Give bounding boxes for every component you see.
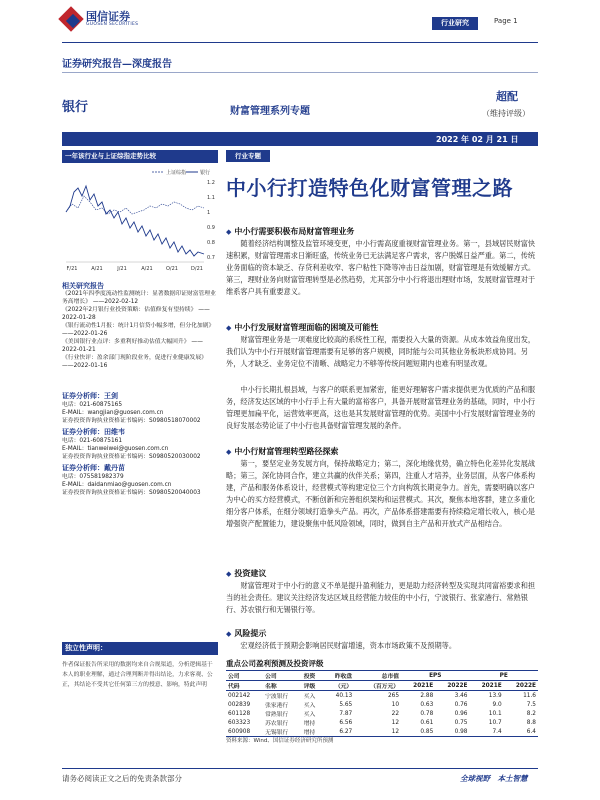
table-cell: 0.76 bbox=[454, 701, 468, 708]
table-cell: 12 bbox=[391, 728, 400, 735]
table-cell: 买入 bbox=[303, 712, 316, 718]
section-body: 财富管理业务是一项难度比较高的系统性工程，需要投入大量的资源。从成本效益角度出发，我们认为中小行开展财富管理需要有足够的客户规模，同时能与公司其他业务板块形成协同。另外，人才缺乏、业务定位不清晰、战略定力不够等传统问题短期内也难有明显改观。 bbox=[226, 335, 536, 368]
table-cell: 3.46 bbox=[454, 692, 468, 699]
table-cell: 苏农银行 bbox=[265, 721, 289, 727]
report-title: 中小行打造特色化财富管理之路 bbox=[226, 176, 513, 200]
analyst-role: 证券分析师： bbox=[62, 464, 104, 472]
table-cell: 0.96 bbox=[454, 710, 468, 717]
table-cell: 12 bbox=[391, 719, 400, 726]
table-cell: 常熟银行 bbox=[265, 712, 289, 718]
table-header-cell: （百万元） bbox=[370, 684, 400, 690]
series-name: 财富管理系列专题 bbox=[230, 106, 310, 117]
table-header-cell: 2021E bbox=[481, 682, 502, 689]
related-item: 《美国银行业点评：多重利好推动估值大幅回升》 ——2022-01-21 bbox=[62, 339, 203, 353]
section-heading: ◆ 中小行需要积极布局财富管理业务 bbox=[226, 226, 354, 237]
section-heading: ◆ 中小行发展财富管理面临的困境及可能性 bbox=[226, 322, 378, 333]
table-row bbox=[226, 700, 538, 709]
x-tick: F/21 bbox=[66, 266, 78, 272]
chart-header: 一年该行业与上证综指走势比较 bbox=[62, 150, 218, 163]
table-cell: 10.7 bbox=[488, 719, 502, 726]
table-cell: 买入 bbox=[303, 694, 316, 700]
table-header-cell: 公司 bbox=[265, 674, 277, 680]
table-cell: 0.98 bbox=[454, 728, 468, 735]
table-row bbox=[226, 709, 538, 718]
x-tick: A/21 bbox=[141, 266, 153, 272]
table-cell: 张家港行 bbox=[265, 703, 289, 709]
analyst-email: E-MAIL：daidanmiao@guosen.com.cn bbox=[62, 482, 172, 488]
analyst-role: 证券分析师： bbox=[62, 392, 104, 400]
table-cell: 9.0 bbox=[492, 701, 502, 708]
table-cell: 11.6 bbox=[523, 692, 536, 699]
analyst-email: E-MAIL：wangjian@guosen.com.cn bbox=[62, 410, 164, 416]
y-tick: 1.1 bbox=[207, 195, 215, 201]
related-title: 相关研究报告 bbox=[62, 282, 104, 290]
x-tick: D/21 bbox=[191, 266, 203, 272]
table-cell: 5.65 bbox=[339, 701, 353, 708]
table-header-cell: 2021E bbox=[413, 682, 434, 689]
table-cell: 0.78 bbox=[420, 710, 434, 717]
rating-sub: （维持评级） bbox=[482, 109, 530, 118]
table-cell: 无锡银行 bbox=[265, 730, 289, 736]
header-divider bbox=[62, 42, 538, 43]
footer-disclaimer: 请务必阅读正文之后的免责条款部分 bbox=[62, 774, 182, 783]
footer-slogan: 全球视野 本土智慧 bbox=[460, 774, 528, 783]
table-header-cell: 昨收盘 bbox=[334, 674, 353, 680]
legend-bank: 银行 bbox=[200, 170, 211, 176]
table-row bbox=[226, 691, 538, 701]
table-header-cell: 2022E bbox=[515, 682, 536, 689]
table-cell: 增持 bbox=[303, 730, 316, 736]
analyst-role: 证券分析师： bbox=[62, 428, 104, 436]
topic-tag: 行业专题 bbox=[226, 150, 270, 162]
rating: 超配 bbox=[496, 90, 518, 103]
table-header-cell: 评级 bbox=[303, 684, 316, 690]
section-body: 第一，要坚定业务发展方向，保持战略定力；第二，深化地缘优势，确立特色化差异化发展战略；第三，深化协同合作，建立共赢的伙伴关系；第四，注重人才培养，业务层面，从客户体系构建，产品和服务体系设计，经营模式等构建定位三个方向构筑长期竞争力。首先，需要明确以客户为中心的买方经营模式，不断创新和完善组织架构和运营模式。其次，聚焦本地客群，建立多重化细分客户体系，在细分领域打造拳头产品。再次，产品体系搭建需要有持续稳定增长收入，核心是增强资产配置能力，建设聚焦中低风险领域，同时，做到自主产品和开放式产品相结合。 bbox=[226, 459, 536, 528]
table-caption: 重点公司盈利预测及投资评级 bbox=[226, 659, 324, 668]
table-cell: 7.5 bbox=[526, 701, 536, 708]
logo-subtext: GUOSEN SECURITIES bbox=[86, 22, 139, 27]
table-row bbox=[226, 718, 538, 727]
y-tick: 0.9 bbox=[207, 225, 215, 231]
related-item: 《2022年2月银行业投资策略：估值修复有望持续》 ——2022-01-28 bbox=[62, 307, 210, 321]
report-category-tag: 行业研究 bbox=[432, 17, 478, 30]
related-research bbox=[62, 282, 218, 370]
analyst-cert: 证券投资咨询执业资格证书编码：S0980520030002 bbox=[62, 454, 201, 460]
x-tick: A/21 bbox=[91, 266, 103, 272]
table-header-cell: （元） bbox=[334, 684, 353, 690]
table-cell: 0.63 bbox=[420, 701, 434, 708]
trend-chart bbox=[62, 166, 222, 276]
index-line bbox=[66, 196, 204, 214]
table-cell: 买入 bbox=[303, 703, 316, 709]
table-cell: 8.2 bbox=[526, 710, 536, 717]
section-heading: ◆ 中小行财富管理转型路径探索 bbox=[226, 446, 338, 457]
table-cell: 8.8 bbox=[526, 719, 536, 726]
table-cell: 0.75 bbox=[454, 719, 468, 726]
analyst-cert: 证券投资咨询执业资格证书编码：S0980518070002 bbox=[62, 418, 201, 424]
bank-line bbox=[66, 186, 204, 256]
table-cell: 6.27 bbox=[339, 728, 353, 735]
page-number: Page 1 bbox=[494, 17, 518, 25]
table-cell: 603323 bbox=[228, 719, 251, 726]
table-header-cell: 投资 bbox=[303, 674, 316, 680]
section-body: 中小行长期扎根县域，与客户的联系更加紧密，能更好理解客户需求提供更为优质的产品和服务，经济发达区域的中小行手上有大量的富裕客户，具备开展财富管理业务的基础，同时，中小行管理更加扁平化，运营效率更高，这也是其发展财富管理的优势。美国中小行发展财富管理业务的良好发展态势论证了中小行也具备财富管理发展的条件。 bbox=[226, 385, 536, 430]
y-tick: 1 bbox=[207, 210, 211, 216]
table-cell: 6.4 bbox=[526, 728, 536, 735]
table-cell: 7.87 bbox=[339, 710, 353, 717]
y-tick: 0.7 bbox=[207, 255, 215, 261]
table-cell: 40.13 bbox=[335, 692, 353, 699]
table-cell: 600908 bbox=[228, 728, 251, 735]
footer-divider bbox=[62, 768, 538, 769]
disclaimer-header: 独立性声明： bbox=[62, 642, 218, 655]
analyst-email: E-MAIL：tianweiwei@guosen.com.cn bbox=[62, 446, 169, 452]
x-tick: O/21 bbox=[166, 266, 178, 272]
y-tick: 0.8 bbox=[207, 240, 215, 246]
disclaimer-text: 作者保证报告所采用的数据均来自合规渠道，分析逻辑基于本人的职业理解，通过合理判断并得出结论，力求客观、公正，其结论不受其它任何第三方的授意、影响，特此声明 bbox=[62, 662, 213, 688]
legend-index: 上证综指 bbox=[166, 170, 187, 176]
table-cell: 002839 bbox=[228, 701, 251, 708]
report-type: 证券研究报告—深度报告 bbox=[62, 59, 172, 70]
table-header-cell: 公司 bbox=[228, 674, 240, 680]
table-header-cell: PE bbox=[499, 672, 508, 679]
table-cell: 6.56 bbox=[339, 719, 353, 726]
table-cell: 0.61 bbox=[420, 719, 434, 726]
table-header-cell: EPS bbox=[429, 672, 442, 679]
table-source: 资料来源：Wind、国信证券经济研究所预测 bbox=[226, 738, 334, 744]
analyst-name: 王剑 bbox=[104, 392, 118, 400]
related-item: 《行业快评：盈余部门现阶段业务，促进行业健康发展》 ——2022-01-16 bbox=[62, 355, 207, 369]
analyst-tel: 电话：021-60875161 bbox=[62, 438, 123, 444]
table-cell: 10 bbox=[391, 701, 400, 708]
table-header-row bbox=[226, 681, 538, 691]
analyst-block bbox=[62, 392, 218, 497]
related-item: 《银行流动性1月报：统计1月信贷小幅多增，但分化加剧》 ——2022-01-26 bbox=[62, 323, 215, 337]
table-header-cell: 2022E bbox=[447, 682, 468, 689]
table-cell: 宁波银行 bbox=[265, 694, 289, 700]
table-header-row bbox=[226, 671, 538, 681]
table-header-cell: 名称 bbox=[265, 684, 277, 690]
analyst-name: 戴丹苗 bbox=[104, 464, 125, 472]
table-header-cell: 代码 bbox=[228, 684, 240, 690]
table-cell: 601128 bbox=[228, 710, 251, 717]
logo-text: 国信证券 bbox=[86, 10, 130, 23]
table-cell: 10.1 bbox=[488, 710, 502, 717]
section-body: 随着经济结构调整及监管环境变更，中小行需高度重视财富管理业务。第一，县域居民财富快速积累，财富管理需求日渐旺盛，传统业务已无法满足客户需求，客户脱媒日益严重。第二，传统业务面临的资本缺乏、存贷利差收窄、客户粘性下降等冲击日益加剧，财富管理是有效缓解方式。第三，理财业务向财富管理转型是必然趋势，尤其部分中小行将退出理财市场，发展财富管理对于维系客户具有重要意义。 bbox=[226, 239, 536, 296]
table-cell: 002142 bbox=[228, 692, 251, 699]
section-heading: ◆ 风险提示 bbox=[226, 628, 266, 639]
section-body: 宏观经济低于预期会影响居民财富增速，资本市场政策不及预期等。 bbox=[240, 641, 457, 650]
table-cell: 265 bbox=[387, 692, 400, 699]
y-tick: 1.2 bbox=[207, 180, 215, 186]
analyst-tel: 电话：021-60875165 bbox=[62, 402, 123, 408]
x-tick: J/21 bbox=[117, 266, 127, 272]
analyst-cert: 证券投资咨询执业资格证书编码：S0980520040003 bbox=[62, 490, 201, 496]
table-cell: 增持 bbox=[303, 721, 316, 727]
forecast-table bbox=[226, 670, 538, 737]
industry-name: 银行 bbox=[62, 100, 89, 115]
section-body: 财富管理对于中小行的意义不单是提升盈利能力，更是助力经济转型及实现共同富裕要求和担当的社会责任。建议关注经济发达区域且经营能力较佳的中小行，宁波银行、张家港行、常熟银行、苏农银行和无锡银行等。 bbox=[226, 581, 536, 614]
table-cell: 2.88 bbox=[420, 692, 434, 699]
subheader-divider bbox=[62, 72, 538, 73]
table-cell: 13.9 bbox=[488, 692, 502, 699]
section-heading: ◆ 投资建议 bbox=[226, 568, 266, 579]
table-cell: 7.4 bbox=[492, 728, 502, 735]
table-cell: 22 bbox=[391, 710, 400, 717]
table-header-cell: 总市值 bbox=[381, 674, 400, 680]
table-cell: 0.85 bbox=[420, 728, 434, 735]
analyst-name: 田维韦 bbox=[104, 428, 125, 436]
analyst-tel: 电话：075581982379 bbox=[62, 474, 124, 480]
report-date: 2022 年 02 月 21 日 bbox=[436, 135, 519, 144]
related-item: 《2021年四季度流动性监测统计：显著数据印证财富管理业务高增长》 ——2022-02-12 bbox=[62, 291, 216, 305]
